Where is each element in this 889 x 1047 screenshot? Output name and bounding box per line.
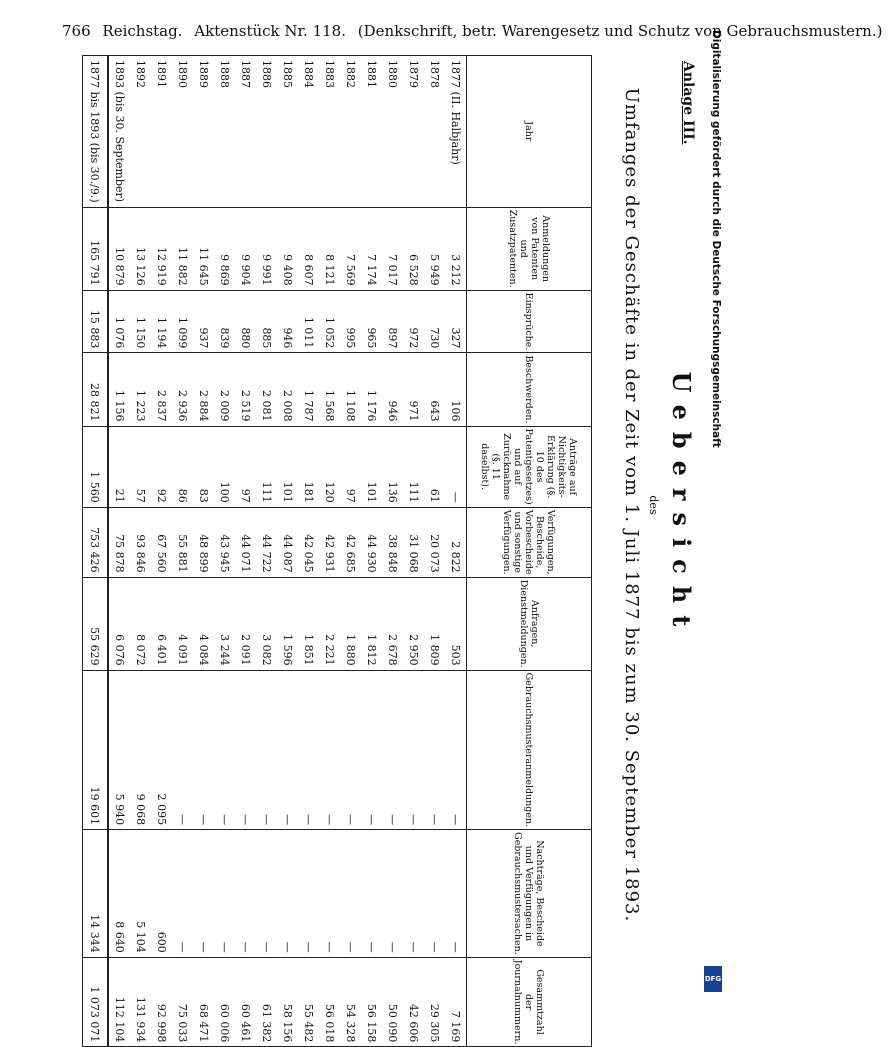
col-utility-models: Gebrauchsmusteranmeldungen. (467, 670, 592, 830)
value-cell: 1 011 (298, 290, 319, 353)
year-cell: 1888 (214, 56, 235, 208)
col-nullity-motions: Anträge auf Nichtigkeits-Erklärung (§. 10 des Patentgesetzes) und auf Zurücknahme (§. 11 daselbst). (467, 426, 592, 507)
value-cell: 93 846 (130, 507, 151, 577)
year-cell: 1885 (277, 56, 298, 208)
year-cell: 1892 (130, 56, 151, 208)
value-cell: — (277, 670, 298, 830)
value-cell: 9 904 (235, 207, 256, 290)
value-cell: — (445, 426, 467, 507)
value-cell: 11 645 (193, 207, 214, 290)
value-cell: 937 (193, 290, 214, 353)
value-cell: 971 (403, 353, 424, 426)
value-cell: 44 722 (256, 507, 277, 577)
value-cell: 112 104 (108, 957, 130, 1047)
digitization-note (704, 30, 722, 950)
value-cell: 14 344 (83, 830, 109, 958)
table-row (256, 56, 277, 1047)
value-cell: — (193, 670, 214, 830)
value-cell: 9 068 (130, 670, 151, 830)
value-cell: 92 998 (151, 957, 172, 1047)
value-cell: 44 087 (277, 507, 298, 577)
value-cell: 29 305 (424, 957, 445, 1047)
value-cell: — (445, 830, 467, 958)
value-cell: 327 (445, 290, 467, 353)
value-cell: 75 878 (108, 507, 130, 577)
table-row (382, 56, 403, 1047)
value-cell: 44 071 (235, 507, 256, 577)
value-cell: — (172, 670, 193, 830)
value-cell: 10 879 (108, 207, 130, 290)
value-cell: 1 108 (340, 353, 361, 426)
value-cell: 56 158 (361, 957, 382, 1047)
value-cell: 885 (256, 290, 277, 353)
value-cell: 3 082 (256, 577, 277, 670)
value-cell: — (424, 670, 445, 830)
value-cell: 97 (235, 426, 256, 507)
value-cell: 106 (445, 353, 467, 426)
value-cell: 67 560 (151, 507, 172, 577)
value-cell: 92 (151, 426, 172, 507)
value-cell: 48 899 (193, 507, 214, 577)
value-cell: — (172, 830, 193, 958)
value-cell: 120 (319, 426, 340, 507)
year-cell: 1890 (172, 56, 193, 208)
value-cell: 995 (340, 290, 361, 353)
year-cell: 1886 (256, 56, 277, 208)
value-cell: 28 821 (83, 353, 109, 426)
page-number: 766 (62, 22, 91, 40)
value-cell: — (340, 830, 361, 958)
year-cell: 1880 (382, 56, 403, 208)
value-cell: 8 640 (108, 830, 130, 958)
col-complaints: Beschwerden. (467, 353, 592, 426)
value-cell: 42 045 (298, 507, 319, 577)
value-cell: — (319, 830, 340, 958)
value-cell: 2 884 (193, 353, 214, 426)
total-row (83, 56, 109, 1047)
value-cell: 1 851 (298, 577, 319, 670)
value-cell: — (256, 670, 277, 830)
table-row (172, 56, 193, 1047)
value-cell: 68 471 (193, 957, 214, 1047)
value-cell: 42 606 (403, 957, 424, 1047)
value-cell: 12 919 (151, 207, 172, 290)
value-cell: 13 126 (130, 207, 151, 290)
value-cell: 503 (445, 577, 467, 670)
value-cell: 839 (214, 290, 235, 353)
col-applications: Anmeldungen von Patenten und Zusatzpatenten. (467, 207, 592, 290)
value-cell: 11 882 (172, 207, 193, 290)
value-cell: 31 068 (403, 507, 424, 577)
value-cell: 44 930 (361, 507, 382, 577)
table-row (193, 56, 214, 1047)
value-cell: 9 869 (214, 207, 235, 290)
value-cell: — (403, 670, 424, 830)
value-cell: 61 (424, 426, 445, 507)
rotated-table-area (60, 55, 700, 1045)
value-cell: 1 099 (172, 290, 193, 353)
table-row (424, 56, 445, 1047)
value-cell: 1 787 (298, 353, 319, 426)
value-cell: 20 073 (424, 507, 445, 577)
value-cell: 600 (151, 830, 172, 958)
value-cell: 9 991 (256, 207, 277, 290)
value-cell: — (298, 830, 319, 958)
value-cell: 3 244 (214, 577, 235, 670)
page-header (62, 22, 883, 52)
col-year: Jahr (467, 56, 592, 208)
year-cell: 1887 (235, 56, 256, 208)
value-cell: 946 (277, 290, 298, 353)
title-block (592, 55, 700, 955)
value-cell: 1 568 (319, 353, 340, 426)
value-cell: — (214, 830, 235, 958)
year-cell: 1881 (361, 56, 382, 208)
value-cell: 7 169 (445, 957, 467, 1047)
value-cell: 2 822 (445, 507, 467, 577)
year-cell: 1884 (298, 56, 319, 208)
value-cell: — (214, 670, 235, 830)
value-cell: — (361, 830, 382, 958)
value-cell: 43 945 (214, 507, 235, 577)
year-cell: 1889 (193, 56, 214, 208)
value-cell: 1 809 (424, 577, 445, 670)
value-cell: 111 (403, 426, 424, 507)
value-cell: 946 (382, 353, 403, 426)
table-row (151, 56, 172, 1047)
table-row (130, 56, 151, 1047)
value-cell: 4 084 (193, 577, 214, 670)
table-row (445, 56, 467, 1047)
value-cell: 1 812 (361, 577, 382, 670)
value-cell: 1 176 (361, 353, 382, 426)
value-cell: 15 883 (83, 290, 109, 353)
value-cell: 101 (361, 426, 382, 507)
value-cell: — (235, 830, 256, 958)
year-cell: 1891 (151, 56, 172, 208)
table-row (298, 56, 319, 1047)
value-cell: 55 482 (298, 957, 319, 1047)
title-des: des (647, 495, 660, 515)
year-cell: 1879 (403, 56, 424, 208)
value-cell: — (193, 830, 214, 958)
value-cell: 111 (256, 426, 277, 507)
table-row (403, 56, 424, 1047)
statistics-table (82, 55, 592, 1047)
main-title: Uebersicht (667, 371, 696, 639)
value-cell: 5 949 (424, 207, 445, 290)
value-cell: 165 791 (83, 207, 109, 290)
value-cell: 1 194 (151, 290, 172, 353)
value-cell: 8 607 (298, 207, 319, 290)
value-cell: 3 212 (445, 207, 467, 290)
header-source: Reichstag. (102, 22, 183, 40)
table-row (108, 56, 130, 1047)
value-cell: 60 461 (235, 957, 256, 1047)
value-cell: 5 940 (108, 670, 130, 830)
value-cell: 2 519 (235, 353, 256, 426)
value-cell: 75 033 (172, 957, 193, 1047)
value-cell: 1 150 (130, 290, 151, 353)
value-cell: 19 601 (83, 670, 109, 830)
col-orders: Verfügungen, Bescheide, Vorbescheide und sonstige Verfügungen. (467, 507, 592, 577)
value-cell: 2 091 (235, 577, 256, 670)
value-cell: 1 156 (108, 353, 130, 426)
value-cell: 8 072 (130, 577, 151, 670)
value-cell: 131 934 (130, 957, 151, 1047)
value-cell: 42 931 (319, 507, 340, 577)
value-cell: 1 076 (108, 290, 130, 353)
digitization-text: Digitalisierung gefördert durch die Deutsche Forschungsgemeinschaft (710, 30, 722, 448)
value-cell: 136 (382, 426, 403, 507)
value-cell: 897 (382, 290, 403, 353)
value-cell: 2 837 (151, 353, 172, 426)
value-cell: — (361, 670, 382, 830)
value-cell: 97 (340, 426, 361, 507)
value-cell: — (277, 830, 298, 958)
value-cell: 1 052 (319, 290, 340, 353)
value-cell: 38 848 (382, 507, 403, 577)
value-cell: 972 (403, 290, 424, 353)
value-cell: 54 328 (340, 957, 361, 1047)
value-cell: 1 880 (340, 577, 361, 670)
col-inquiries: Anfragen, Dienstmeldungen. (467, 577, 592, 670)
value-cell: 730 (424, 290, 445, 353)
value-cell: 2 678 (382, 577, 403, 670)
value-cell: 42 685 (340, 507, 361, 577)
value-cell: — (382, 670, 403, 830)
table-row (319, 56, 340, 1047)
table-row (214, 56, 235, 1047)
value-cell: — (403, 830, 424, 958)
value-cell: 6 528 (403, 207, 424, 290)
value-cell: 6 401 (151, 577, 172, 670)
value-cell: 181 (298, 426, 319, 507)
value-cell: 2 095 (151, 670, 172, 830)
col-utility-orders: Nachträge, Bescheide und Verfügungen in Gebrauchsmustersachen. (467, 830, 592, 958)
year-cell: 1877 (II. Halbjahr) (445, 56, 467, 208)
value-cell: 1 596 (277, 577, 298, 670)
value-cell: 4 091 (172, 577, 193, 670)
value-cell: — (319, 670, 340, 830)
value-cell: 5 104 (130, 830, 151, 958)
value-cell: — (256, 830, 277, 958)
value-cell: — (235, 670, 256, 830)
value-cell: 56 018 (319, 957, 340, 1047)
value-cell: — (445, 670, 467, 830)
table-row (235, 56, 256, 1047)
value-cell: 9 408 (277, 207, 298, 290)
value-cell: 753 426 (83, 507, 109, 577)
value-cell: 21 (108, 426, 130, 507)
table-row (277, 56, 298, 1047)
value-cell: 61 382 (256, 957, 277, 1047)
value-cell: 7 174 (361, 207, 382, 290)
value-cell: 1 223 (130, 353, 151, 426)
value-cell: 1 073 071 (83, 957, 109, 1047)
header-row (467, 56, 592, 1047)
value-cell: 83 (193, 426, 214, 507)
year-cell: 1877 bis 1893 (bis 30./9.) (83, 56, 109, 208)
dfg-logo: DFG (704, 966, 722, 992)
value-cell: — (340, 670, 361, 830)
value-cell: 60 006 (214, 957, 235, 1047)
value-cell: 8 121 (319, 207, 340, 290)
year-cell: 1882 (340, 56, 361, 208)
value-cell: 55 629 (83, 577, 109, 670)
rotated-content (60, 55, 700, 1045)
value-cell: 2 008 (277, 353, 298, 426)
header-act: Aktenstück Nr. 118. (194, 22, 346, 40)
col-total-journal: Gesammtzahl der Journalnummern. (467, 957, 592, 1047)
value-cell: 55 881 (172, 507, 193, 577)
value-cell: 86 (172, 426, 193, 507)
col-objections: Einsprüche. (467, 290, 592, 353)
value-cell: 100 (214, 426, 235, 507)
table-row (361, 56, 382, 1047)
value-cell: 643 (424, 353, 445, 426)
value-cell: 2 936 (172, 353, 193, 426)
value-cell: 6 076 (108, 577, 130, 670)
value-cell: 58 156 (277, 957, 298, 1047)
value-cell: 2 950 (403, 577, 424, 670)
value-cell: 7 569 (340, 207, 361, 290)
value-cell: 2 081 (256, 353, 277, 426)
value-cell: 2 009 (214, 353, 235, 426)
value-cell: 2 221 (319, 577, 340, 670)
year-cell: 1893 (bis 30. September) (108, 56, 130, 208)
value-cell: — (424, 830, 445, 958)
value-cell: 57 (130, 426, 151, 507)
value-cell: 1 560 (83, 426, 109, 507)
year-cell: 1883 (319, 56, 340, 208)
year-cell: 1878 (424, 56, 445, 208)
value-cell: — (382, 830, 403, 958)
value-cell: 101 (277, 426, 298, 507)
title-period: Umfanges der Geschäfte in der Zeit vom 1. Juli 1877 bis zum 30. September 1893. (621, 87, 642, 923)
value-cell: — (298, 670, 319, 830)
table-row (340, 56, 361, 1047)
value-cell: 965 (361, 290, 382, 353)
value-cell: 7 017 (382, 207, 403, 290)
header-topic: (Denkschrift, betr. Warengesetz und Schutz von Gebrauchsmustern.) (357, 22, 883, 40)
value-cell: 50 090 (382, 957, 403, 1047)
value-cell: 880 (235, 290, 256, 353)
appendix-label: Anlage III. (680, 61, 696, 145)
